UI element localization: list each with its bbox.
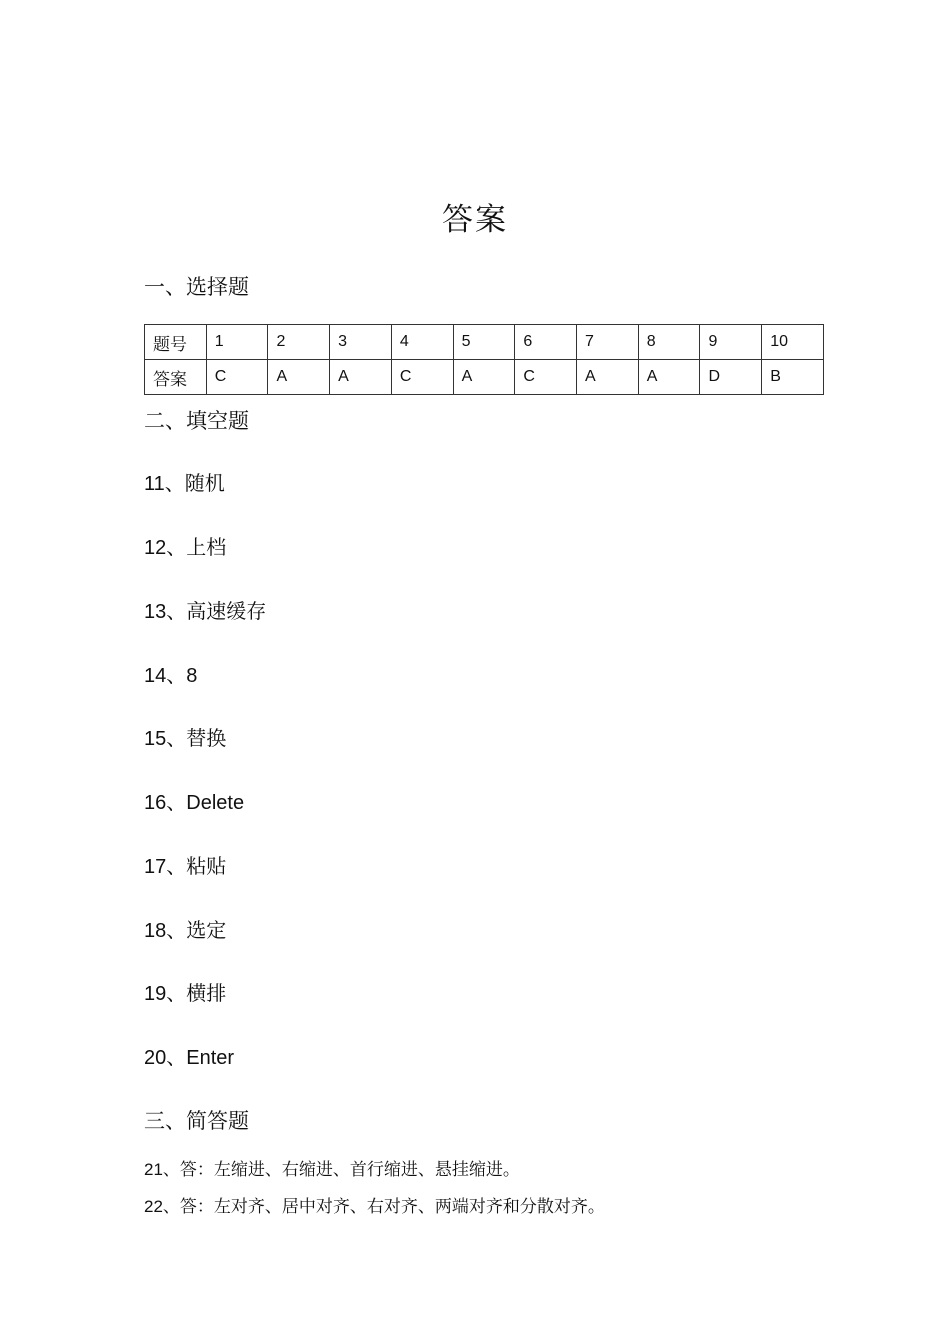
fill-item [144, 1042, 234, 1073]
item-separator: 、 [166, 726, 187, 750]
item-number: 14 [144, 665, 167, 687]
item-number: 16 [144, 792, 167, 814]
table-row-label: 答案 [145, 360, 207, 395]
section-heading-fill: 二、填空题 [144, 409, 249, 433]
table-cell-answer: A [268, 360, 330, 395]
item-answer: 随机 [184, 471, 225, 495]
item-answer: Enter [186, 1047, 235, 1069]
table-row-numbers [145, 325, 824, 360]
item-answer: 上档 [186, 535, 227, 559]
item-answer: 粘贴 [186, 854, 227, 878]
item-text: 、答：左对齐、居中对齐、右对齐、两端对齐和分散对齐。 [162, 1197, 605, 1217]
item-separator: 、 [166, 599, 187, 623]
item-separator: 、 [166, 854, 187, 878]
table-cell-number: 4 [391, 325, 453, 360]
page-title: 答案 [442, 202, 508, 238]
fill-item [144, 468, 225, 499]
choice-answer-table [144, 324, 824, 395]
table-cell-number: 8 [638, 325, 700, 360]
section-heading-short: 三、简答题 [144, 1109, 249, 1133]
item-number: 12 [144, 537, 167, 559]
table-cell-number: 1 [206, 325, 268, 360]
table-cell-answer: C [206, 360, 268, 395]
table-cell-answer: A [330, 360, 392, 395]
item-answer: 选定 [186, 918, 227, 942]
table-cell-number: 10 [762, 325, 824, 360]
item-number: 15 [144, 728, 167, 750]
item-number: 18 [144, 920, 167, 942]
table-cell-answer: A [577, 360, 639, 395]
fill-item [144, 851, 226, 882]
item-separator: 、 [166, 535, 187, 559]
table-cell-answer: A [638, 360, 700, 395]
table-cell-answer: C [391, 360, 453, 395]
item-number: 19 [144, 983, 167, 1005]
item-separator: 、 [166, 663, 187, 687]
fill-item [144, 723, 226, 754]
item-answer: Delete [186, 792, 245, 814]
fill-item [144, 787, 244, 818]
item-separator: 、 [166, 981, 187, 1005]
table-cell-number: 7 [577, 325, 639, 360]
short-answer-item [144, 1157, 520, 1183]
table-cell-number: 9 [700, 325, 762, 360]
item-separator: 、 [166, 918, 187, 942]
short-answer-item [144, 1194, 605, 1220]
item-answer: 替换 [186, 726, 227, 750]
item-number: 17 [144, 856, 167, 878]
item-answer: 横排 [186, 981, 227, 1005]
table-row-answers [145, 360, 824, 395]
fill-item [144, 596, 266, 627]
item-separator: 、 [164, 471, 185, 495]
item-answer: 8 [186, 665, 198, 687]
item-separator: 、 [166, 1045, 187, 1069]
fill-item [144, 532, 226, 563]
item-number: 20 [144, 1047, 167, 1069]
table-cell-number: 6 [515, 325, 577, 360]
item-separator: 、 [166, 790, 187, 814]
item-number: 11 [144, 473, 165, 495]
table-cell-answer: D [700, 360, 762, 395]
table-cell-answer: C [515, 360, 577, 395]
item-answer: 高速缓存 [186, 599, 267, 623]
section-heading-choice: 一、选择题 [144, 275, 249, 299]
item-number: 22 [144, 1197, 163, 1216]
fill-item [144, 978, 226, 1009]
table-cell-number: 5 [453, 325, 515, 360]
fill-item [144, 660, 197, 691]
item-text: 、答：左缩进、右缩进、首行缩进、悬挂缩进。 [162, 1160, 520, 1180]
table-cell-number: 2 [268, 325, 330, 360]
fill-item [144, 915, 226, 946]
table-row-label: 题号 [145, 325, 207, 360]
table-cell-answer: A [453, 360, 515, 395]
table-cell-number: 3 [330, 325, 392, 360]
item-number: 21 [144, 1160, 163, 1179]
item-number: 13 [144, 601, 167, 623]
table-cell-answer: B [762, 360, 824, 395]
